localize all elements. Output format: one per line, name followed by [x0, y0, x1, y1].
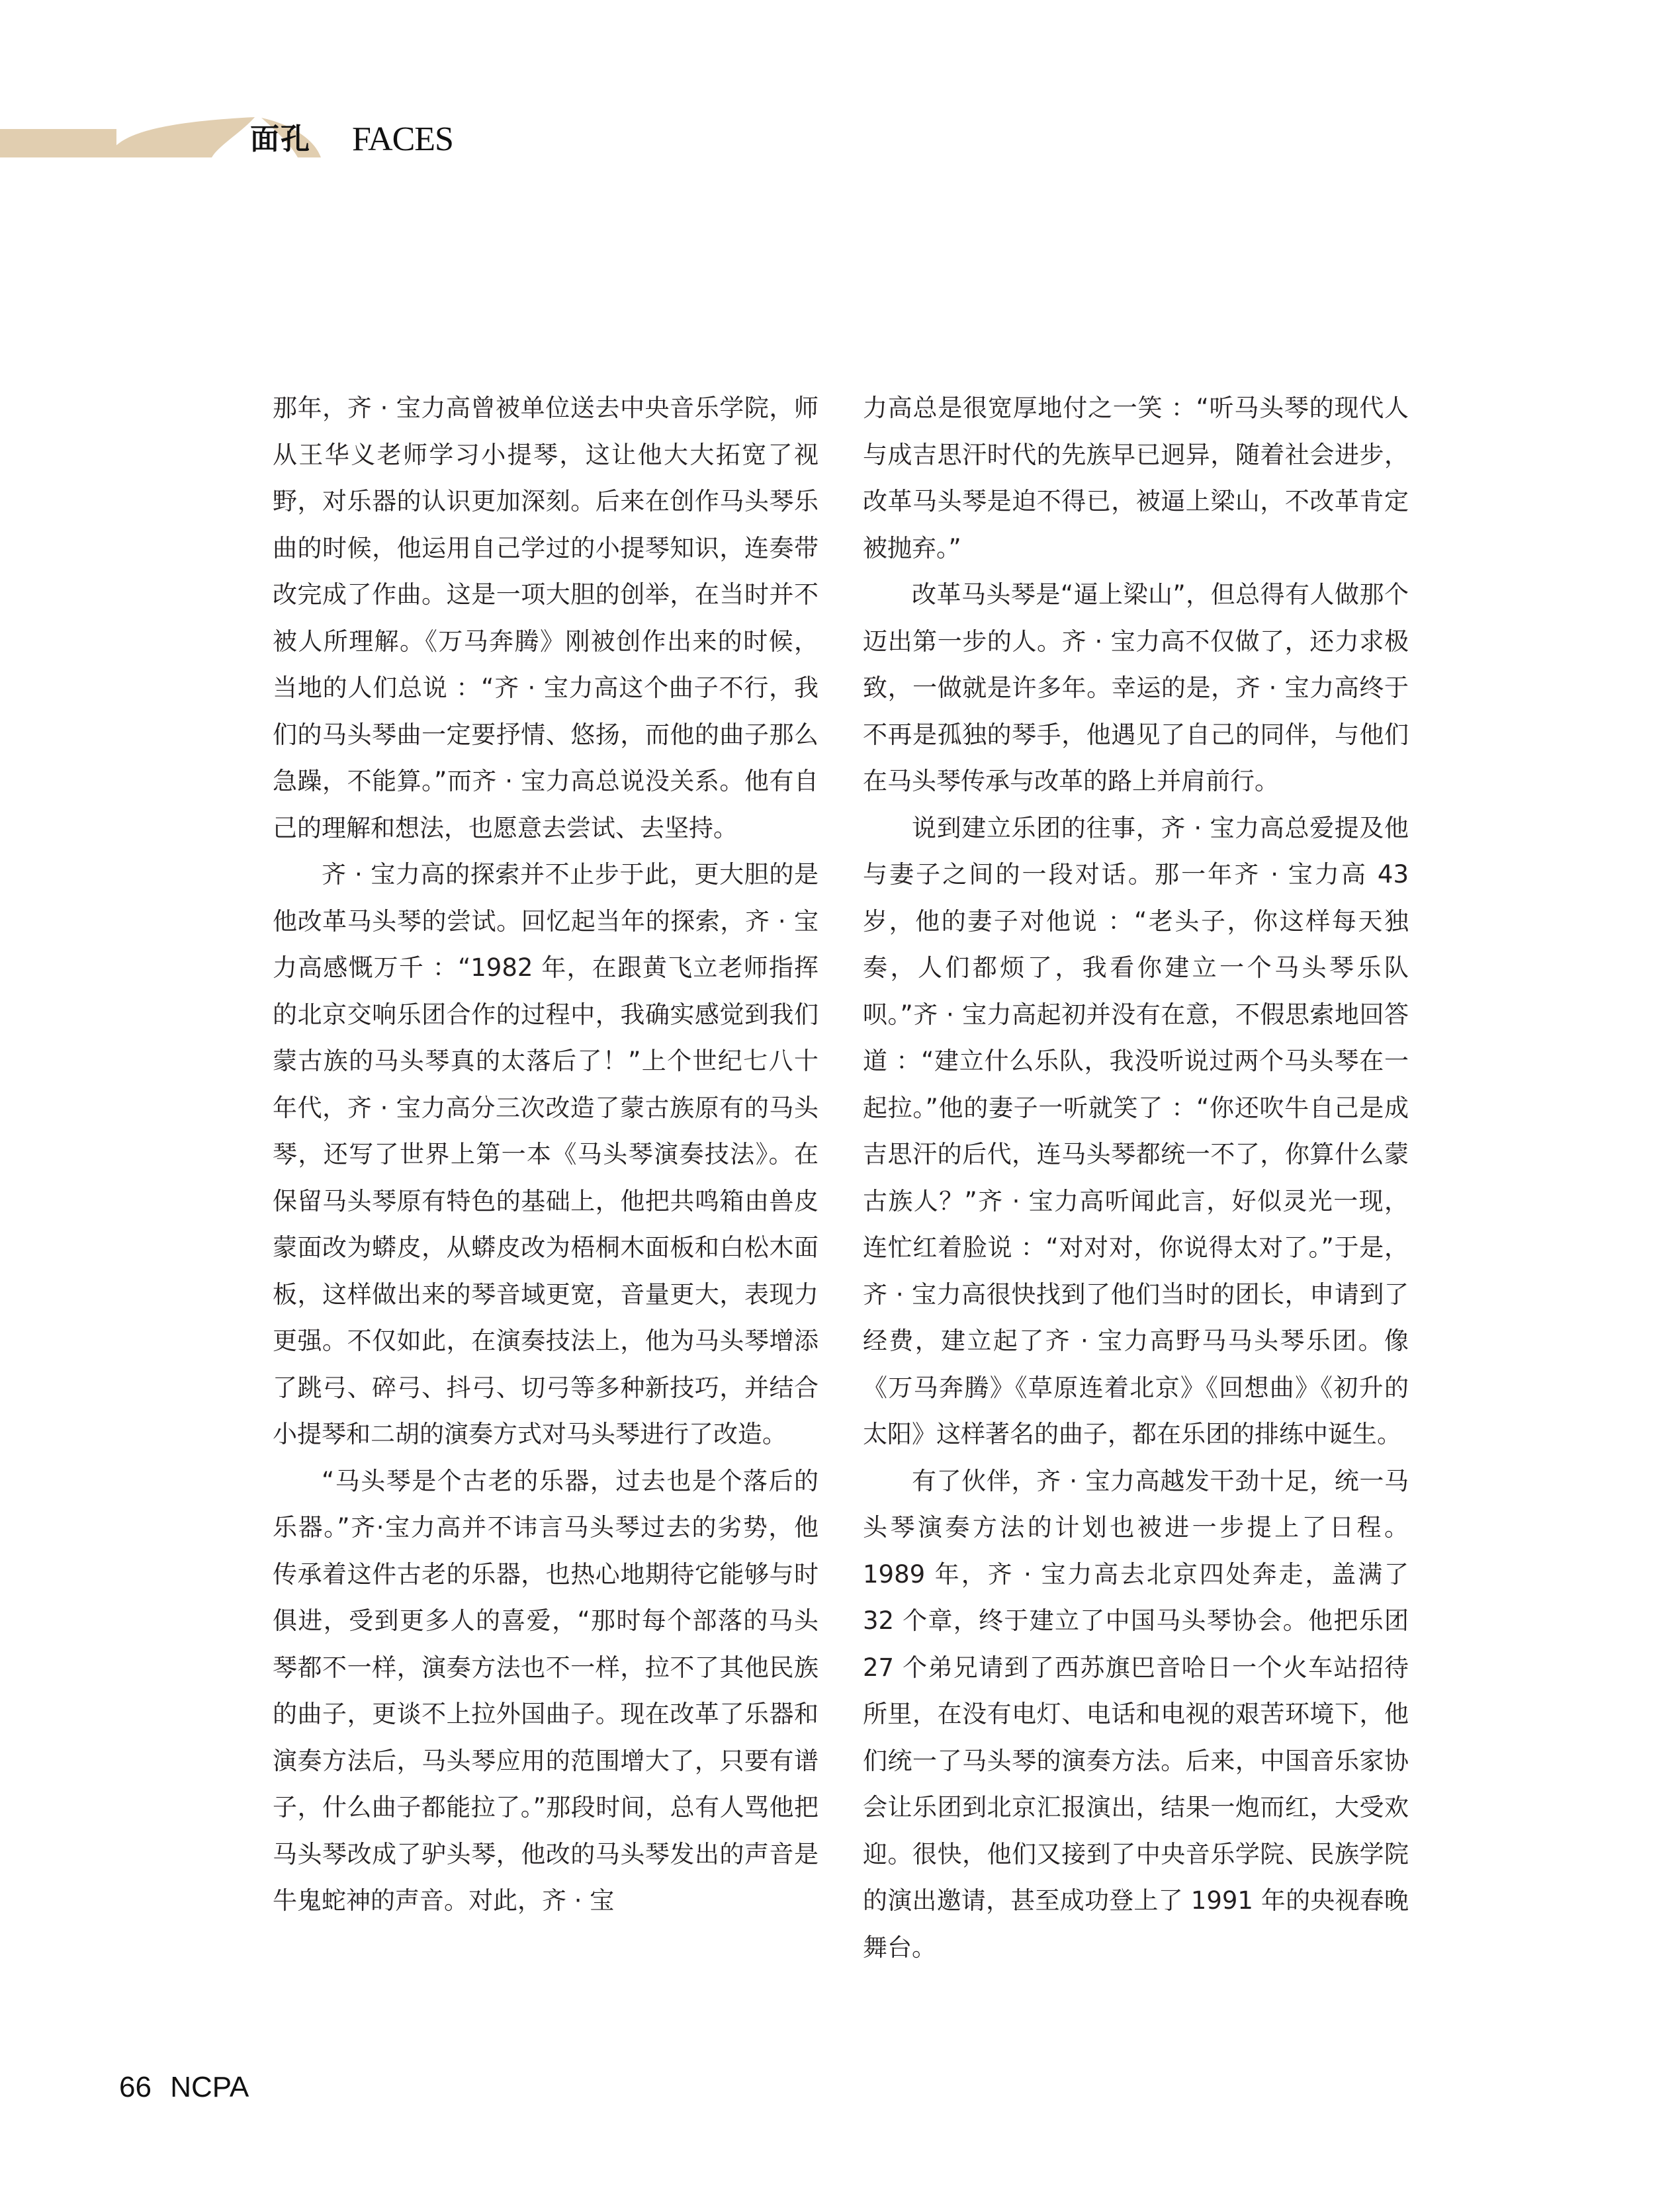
page-footer — [119, 2071, 249, 2104]
paragraph: 力高总是很宽厚地付之一笑 ：“听马头琴的现代人与成吉思汗时代的先族早已迥异，随着社会进步，改革马头琴是迫不得已，被逼上梁山，不改革肯定被抛弃。” — [863, 394, 1409, 562]
magazine-name: NCPA — [170, 2071, 249, 2103]
band-bar — [0, 129, 116, 157]
band-dome — [108, 117, 255, 157]
paragraph: 有了伙伴，齐 · 宝力高越发干劲十足，统一马头琴演奏方法的计划也被进一步提上了日程。1989 年，齐 · 宝力高去北京四处奔走，盖满了 32 个章，终于建立了中国马头琴协会。他把乐团 27 个弟兄请到了西苏旗巴音哈日一个火车站招待所里，在没有电灯、电话和电视的艰苦环境下，他们统一了马头琴的演奏方法。后来，中国音乐家协会让乐团到北京汇报演出，结果一炮而红，大受欢迎。很快，他们又接到了中央音乐学院、民族学院的演出邀请，甚至成功登上了 1991 年的央视春晚舞台。 — [863, 1466, 1409, 1962]
article-column-right — [863, 385, 1409, 1971]
section-title-chinese: 面孔 — [250, 122, 311, 156]
paragraph: 说到建立乐团的往事，齐 · 宝力高总爱提及他与妻子之间的一段对话。那一年齐 · 宝力高 43 岁，他的妻子对他说 ：“老头子，你这样每天独奏，人们都烦了，我看你建立一个马头琴乐队呗。”齐 · 宝力高起初并没有在意，不假思索地回答道 ：“建立什么乐队，我没听说过两个马头琴在一起拉。”他的妻子一听就笑了 ：“你还吹牛自己是成吉思汗的后代，连马头琴都统一不了，你算什么蒙古族人？”齐 · 宝力高听闻此言，好似灵光一现，连忙红着脸说 ：“对对对，你说得太对了。”于是，齐 · 宝力高很快找到了他们当时的团长，申请到了经费，建立起了齐 · 宝力高野马马头琴乐团。像《万马奔腾》《草原连着北京》《回想曲》《初升的太阳》这样著名的曲子，都在乐团的排练中诞生。 — [863, 813, 1409, 1448]
paragraph: “马头琴是个古老的乐器，过去也是个落后的乐器。”齐·宝力高并不讳言马头琴过去的劣势，他传承着这件古老的乐器，也热心地期待它能够与时俱进，受到更多人的喜爱，“那时每个部落的马头琴都不一样，演奏方法也不一样，拉不了其他民族的曲子，更谈不上拉外国曲子。现在改革了乐器和演奏方法后，马头琴应用的范围增大了，只要有谱子，什么曲子都能拉了。”那段时间，总有人骂他把马头琴改成了驴头琴，他改的马头琴发出的声音是牛鬼蛇神的声音。对此，齐 · 宝 — [273, 1466, 818, 1915]
header-decorative-band — [0, 106, 371, 159]
section-title-english: FACES — [352, 120, 453, 158]
article-column-left — [273, 385, 818, 1925]
paragraph: 改革马头琴是“逼上梁山”，但总得有人做那个迈出第一步的人。齐 · 宝力高不仅做了，还力求极致，一做就是许多年。幸运的是，齐 · 宝力高终于不再是孤独的琴手，他遇见了自己的同伴，与他们在马头琴传承与改革的路上并肩前行。 — [863, 580, 1409, 795]
paragraph: 那年，齐 · 宝力高曾被单位送去中央音乐学院，师从王华义老师学习小提琴，这让他大大拓宽了视野，对乐器的认识更加深刻。后来在创作马头琴乐曲的时候，他运用自己学过的小提琴知识，连奏带改完成了作曲。这是一项大胆的创举，在当时并不被人所理解。《万马奔腾》刚被创作出来的时候，当地的人们总说 ：“齐 · 宝力高这个曲子不行，我们的马头琴曲一定要抒情、悠扬，而他的曲子那么急躁，不能算。”而齐 · 宝力高总说没关系。他有自己的理解和想法，也愿意去尝试、去坚持。 — [273, 394, 818, 842]
paragraph: 齐 · 宝力高的探索并不止步于此，更大胆的是他改革马头琴的尝试。回忆起当年的探索，齐 · 宝力高感慨万千 ：“1982 年，在跟黄飞立老师指挥的北京交响乐团合作的过程中，我确实感觉到我们蒙古族的马头琴真的太落后了！”上个世纪七八十年代，齐 · 宝力高分三次改造了蒙古族原有的马头琴，还写了世界上第一本《马头琴演奏技法》。在保留马头琴原有特色的基础上，他把共鸣箱由兽皮蒙面改为蟒皮，从蟒皮改为梧桐木面板和白松木面板，这样做出来的琴音域更宽，音量更大，表现力更强。不仅如此，在演奏技法上，他为马头琴增添了跳弓、碎弓、抖弓、切弓等多种新技巧，并结合小提琴和二胡的演奏方式对马头琴进行了改造。 — [273, 860, 818, 1448]
page-number: 66 — [119, 2071, 152, 2103]
